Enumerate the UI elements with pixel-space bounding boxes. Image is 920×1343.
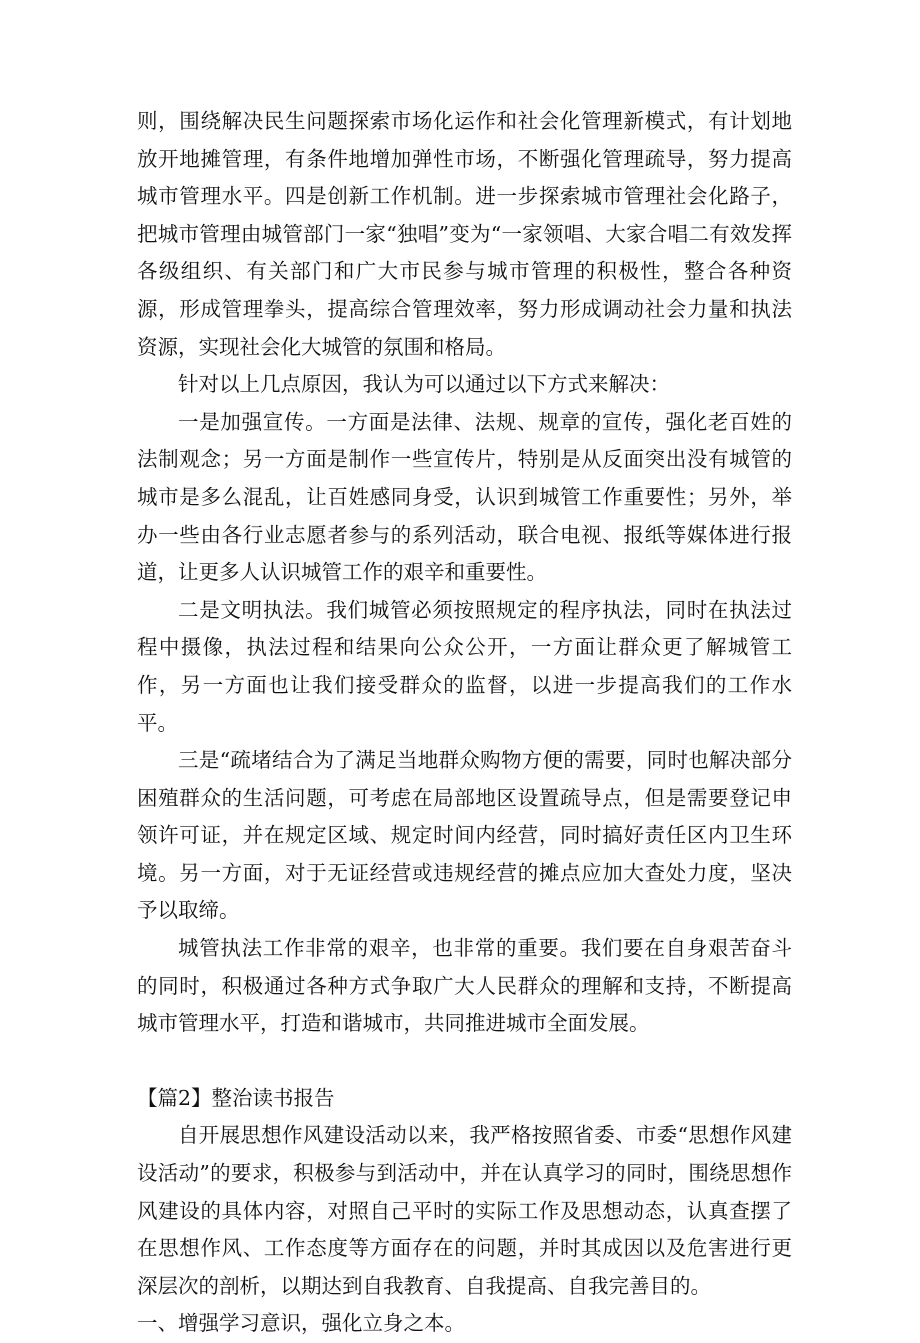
section-intro-paragraph: 自开展思想作风建设活动以来，我严格按照省委、市委“思想作风建设活动”的要求，积极参与到活动中，并在认真学习的同时，围绕思想作风建设的具体内容，对照自己平时的实际工作及思想动态，认真查摆了在思想作风、工作态度等方面存在的问题，并时其成因以及危害进行更深层次的剖析，以期达到自我教育、自我提高、自我完善目的。 <box>137 1123 792 1298</box>
section-subheading: 一、增强学习意识，强化立身之本。 <box>137 1311 465 1336</box>
paragraph-civil-enforcement: 二是文明执法。我们城管必须按照规定的程序执法，同时在执法过程中摄像，执法过程和结果向公众公开，一方面让群众更了解城管工作，另一方面也让我们接受群众的监督，以进一步提高我们的工作水平。 <box>137 597 792 735</box>
document-body <box>137 103 792 1343</box>
paragraph-conclusion: 城管执法工作非常的艰辛，也非常的重要。我们要在自身艰苦奋斗的同时，积极通过各种方式争取广大人民群众的理解和支持，不断提高城市管理水平，打造和谐城市，共同推进城市全面发展。 <box>137 936 792 1036</box>
paragraph-solutions-intro: 针对以上几点原因，我认为可以通过以下方式来解决： <box>178 372 670 397</box>
section-spacer <box>137 1043 792 1080</box>
paragraph-publicity: 一是加强宣传。一方面是法律、法规、规章的宣传，强化老百姓的法制观念；另一方面是制作一些宣传片，特别是从反面突出没有城管的城市是多么混乱，让百姓感同身受，认识到城管工作重要性；另外，举办一些由各行业志愿者参与的系列活动，联合电视、报纸等媒体进行报道，让更多人认识城管工作的艰辛和重要性。 <box>137 409 792 585</box>
paragraph-guidance: 三是“疏堵结合为了满足当地群众购物方便的需要，同时也解决部分困殖群众的生活问题，可考虑在局部地区设置疏导点，但是需要登记申领许可证，并在规定区域、规定时间内经营，同时搞好责任区内卫生环境。另一方面，对于无证经营或违规经营的摊点应加大查处力度，坚决予以取缔。 <box>137 748 792 923</box>
section-heading: 【篇2】整治读书报告 <box>137 1085 335 1110</box>
paragraph-continuation: 则，围绕解决民生问题探索市场化运作和社会化管理新模式，有计划地放开地摊管理，有条件地增加弹性市场，不断强化管理疏导，努力提高城市管理水平。四是创新工作机制。进一步探索城市管理社会化路子，把城市管理由城管部门一家“独唱”变为“一家领唱、大家合唱二有效发挥各级组织、有关部门和广大市民参与城市管理的积极性，整合各种资源，形成管理拳头，提高综合管理效率，努力形成调动社会力量和执法资源，实现社会化大城管的氛围和格局。 <box>137 109 792 359</box>
